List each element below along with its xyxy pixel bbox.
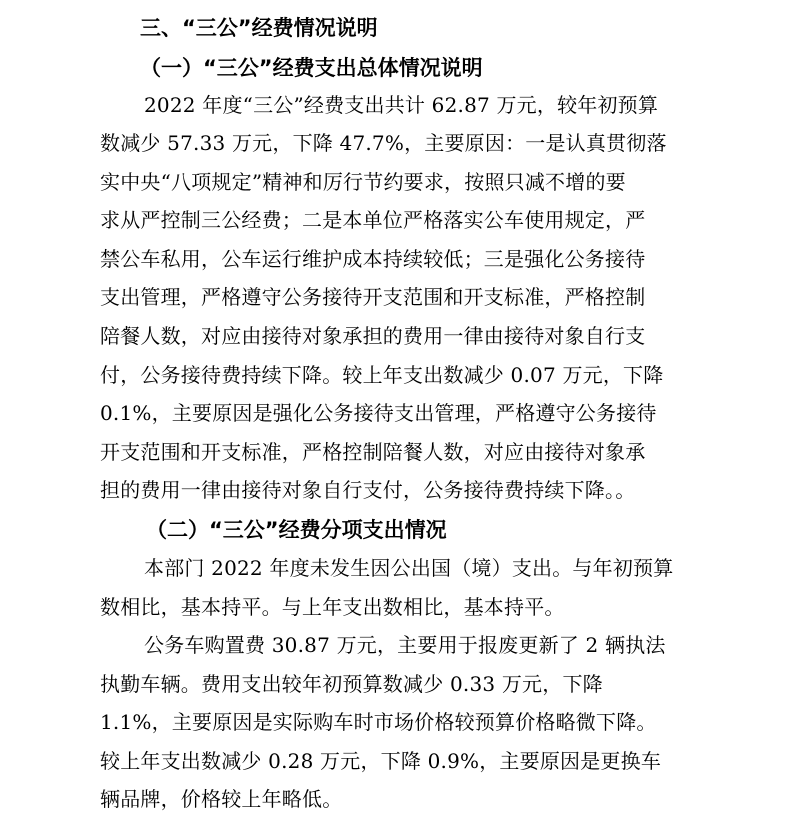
- subsection-heading-itemized: （二）“三公”经费分项支出情况: [146, 518, 447, 542]
- paragraph-line: 1.1%，主要原因是实际购车时市场价格较预算价格略微下降。: [100, 710, 657, 734]
- paragraph-line: 付，公务接待费持续下降。较上年支出数减少 0.07 万元，下降: [100, 363, 664, 387]
- paragraph-line: 担的费用一律由接待对象自行支付，公务接待费持续下降。。: [100, 478, 636, 502]
- paragraph-line: 数减少 57.33 万元，下降 47.7%，主要原因：一是认真贯彻落: [100, 131, 667, 155]
- section-heading: 三、“三公”经费情况说明: [140, 16, 378, 40]
- paragraph-line: 公务车购置费 30.87 万元，主要用于报废更新了 2 辆执法: [144, 633, 666, 657]
- paragraph-line: 执勤车辆。费用支出较年初预算数减少 0.33 万元，下降: [100, 672, 603, 696]
- paragraph-line: 陪餐人数，对应由接待对象承担的费用一律由接待对象自行支: [100, 324, 646, 348]
- paragraph-line: 本部门 2022 年度未发生因公出国（境）支出。与年初预算: [144, 556, 674, 580]
- paragraph-line: 0.1%，主要原因是强化公务接待支出管理，严格遵守公务接待: [100, 401, 657, 425]
- paragraph-line: 求从严控制三公经费；二是本单位严格落实公车使用规定，严: [100, 208, 646, 232]
- paragraph-line: 实中央“八项规定”精神和厉行节约要求，按照只减不增的要: [100, 170, 626, 194]
- paragraph-line: 禁公车私用，公车运行维护成本持续较低；三是强化公务接待: [100, 247, 646, 271]
- paragraph-line: 辆品牌，价格较上年略低。: [100, 787, 343, 811]
- paragraph-line: 2022 年度“三公”经费支出共计 62.87 万元，较年初预算: [144, 93, 659, 117]
- subsection-heading-overall: （一）“三公”经费支出总体情况说明: [140, 56, 483, 80]
- paragraph-line: 开支范围和开支标准，严格控制陪餐人数，对应由接待对象承: [100, 440, 646, 464]
- paragraph-line: 数相比，基本持平。与上年支出数相比，基本持平。: [100, 595, 565, 619]
- paragraph-line: 支出管理，严格遵守公务接待开支范围和开支标准，严格控制: [100, 285, 646, 309]
- paragraph-line: 较上年支出数减少 0.28 万元，下降 0.9%，主要原因是更换车: [100, 749, 662, 773]
